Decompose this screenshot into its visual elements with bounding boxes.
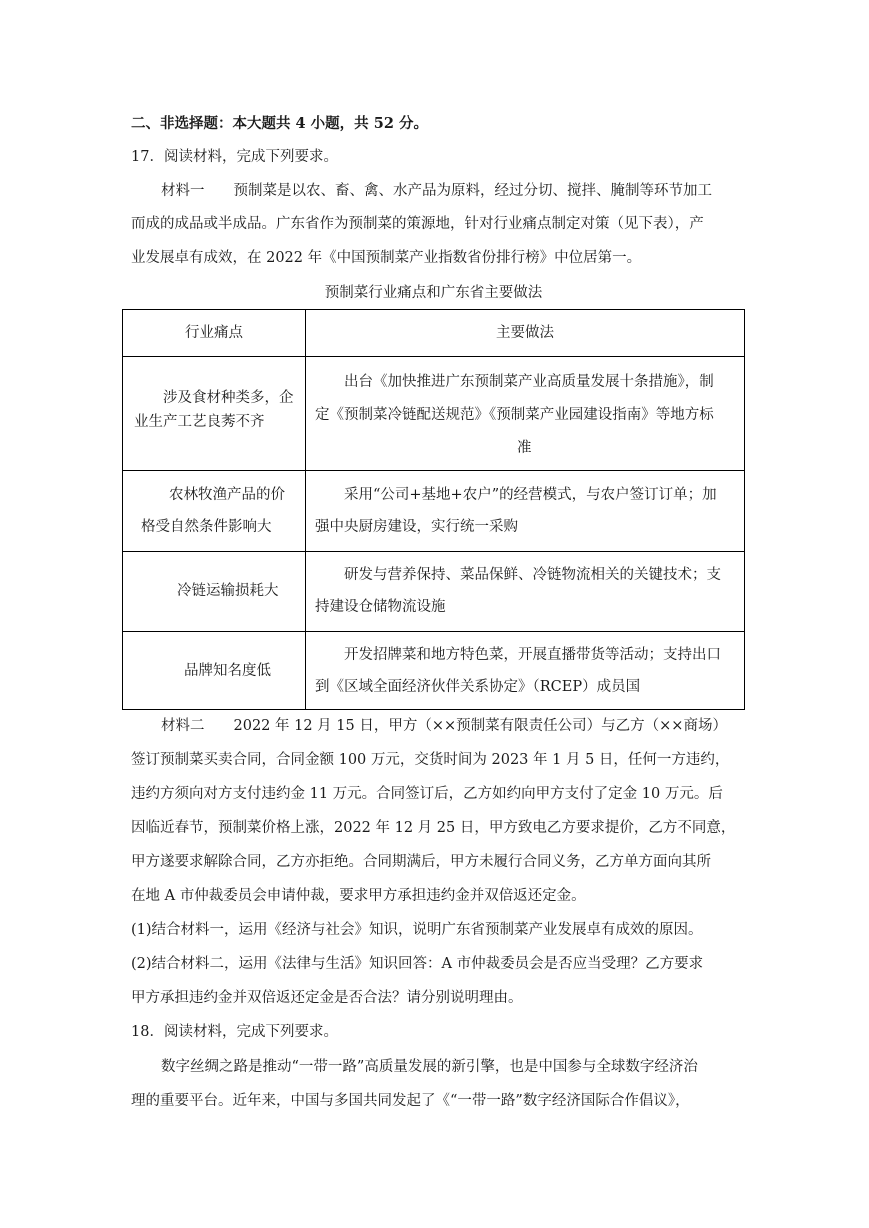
material2-line: 甲方遂要求解除合同，乙方亦拒绝。合同期满后，甲方未履行合同义务，乙方单方面向其所 bbox=[131, 854, 711, 870]
table-cell-pain: 冷链运输损耗大 bbox=[177, 583, 279, 599]
table-divider bbox=[123, 631, 744, 632]
material2-line: 违约方须向对方支付违约金 11 万元。合同签订后，乙方如约向甲方支付了定金 10 万元。后 bbox=[131, 786, 723, 802]
q18-line: 理的重要平台。近年来，中国与多国共同发起了《“一带一路”数字经济国际合作倡议》， bbox=[131, 1093, 690, 1109]
table-divider bbox=[305, 310, 306, 709]
table-cell-pain: 品牌知名度低 bbox=[184, 663, 271, 679]
table-cell-measure: 开发招牌菜和地方特色菜，开展直播带货等活动；支持出口 bbox=[344, 647, 721, 663]
material1-line: 业发展卓有成效，在 2022 年《中国预制菜产业指数省份排行榜》中位居第一。 bbox=[131, 250, 642, 266]
table-divider bbox=[123, 356, 744, 357]
table-cell-measure: 持建设仓储物流设施 bbox=[315, 599, 446, 615]
q18-line: 数字丝绸之路是推动“一带一路”高质量发展的新引擎，也是中国参与全球数字经济治 bbox=[161, 1059, 698, 1075]
q18-title: 18．阅读材料，完成下列要求。 bbox=[131, 1024, 338, 1040]
table-cell-measure: 采用“公司+基地+农户”的经营模式，与农户签订订单；加 bbox=[344, 487, 717, 503]
table-cell-measure: 准 bbox=[517, 440, 532, 456]
material2-line: 因临近春节，预制菜价格上涨，2022 年 12 月 25 日，甲方致电乙方要求提价，乙方不同意， bbox=[131, 820, 736, 836]
measures-table bbox=[122, 309, 745, 710]
material2-line: 材料二 2022 年 12 月 15 日，甲方（××预制菜有限责任公司）与乙方（××商场） bbox=[161, 718, 727, 734]
table-cell-pain: 农林牧渔产品的价 bbox=[169, 487, 285, 503]
subquestion-2: (2)结合材料二，运用《法律与生活》知识回答：A 市仲裁委员会是否应当受理？乙方要求 bbox=[131, 956, 704, 972]
subquestion-2-cont: 甲方承担违约金并双倍返还定金是否合法？请分别说明理由。 bbox=[131, 990, 523, 1006]
table-header-measure: 主要做法 bbox=[496, 325, 554, 341]
material1-line: 而成的成品或半成品。广东省作为预制菜的策源地，针对行业痛点制定对策（见下表），产 bbox=[131, 216, 704, 232]
table-cell-measure: 到《区域全面经济伙伴关系协定》（RCEP）成员国 bbox=[315, 679, 641, 695]
table-cell-pain: 格受自然条件影响大 bbox=[141, 519, 272, 535]
q17-title: 17．阅读材料，完成下列要求。 bbox=[131, 149, 338, 165]
table-divider bbox=[123, 470, 744, 471]
material1-line: 材料一 预制菜是以农、畜、禽、水产品为原料，经过分切、搅拌、腌制等环节加工 bbox=[161, 183, 712, 199]
table-cell-measure: 研发与营养保持、菜品保鲜、冷链物流相关的关键技术；支 bbox=[344, 567, 721, 583]
table-divider bbox=[123, 551, 744, 552]
table-cell-measure: 出台《加快推进广东预制菜产业高质量发展十条措施》，制 bbox=[344, 374, 714, 390]
table-cell-pain: 业生产工艺良莠不齐 bbox=[134, 414, 265, 430]
material2-line: 在地 A 市仲裁委员会申请仲裁，要求甲方承担违约金并双倍返还定金。 bbox=[131, 888, 586, 904]
table-cell-pain: 涉及食材种类多，企 bbox=[163, 390, 294, 406]
table-cell-measure: 定《预制菜冷链配送规范》《预制菜产业园建设指南》等地方标 bbox=[315, 407, 714, 423]
table-caption: 预制菜行业痛点和广东省主要做法 bbox=[324, 285, 543, 301]
table-cell-measure: 强中央厨房建设，实行统一采购 bbox=[315, 519, 518, 535]
table-header-pain: 行业痛点 bbox=[185, 325, 243, 341]
section-heading: 二、非选择题：本大题共 4 小题，共 52 分。 bbox=[131, 115, 428, 132]
subquestion-1: (1)结合材料一，运用《经济与社会》知识，说明广东省预制菜产业发展卓有成效的原因。 bbox=[131, 922, 703, 938]
material2-line: 签订预制菜买卖合同，合同金额 100 万元，交货时间为 2023 年 1 月 5 日，任何一方违约， bbox=[131, 752, 730, 768]
